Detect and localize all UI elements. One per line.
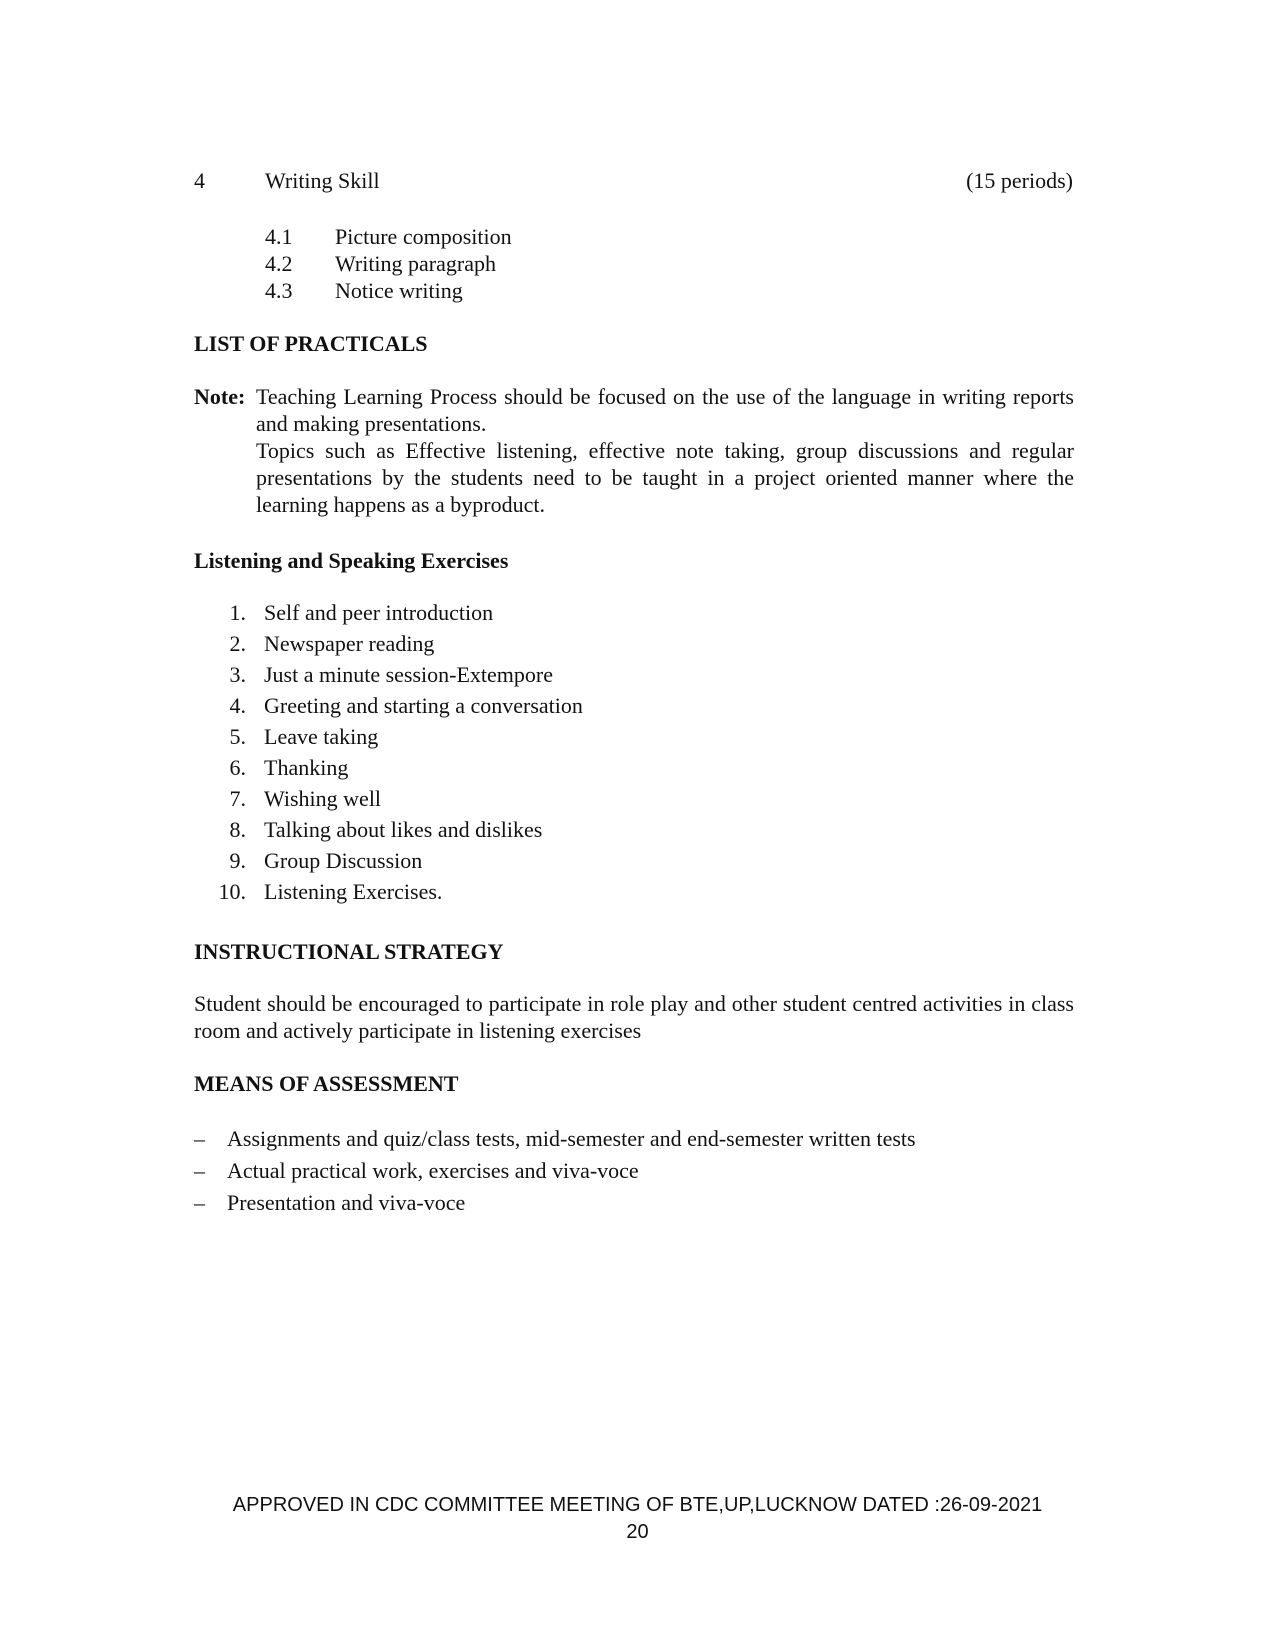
exercise-number: 4. bbox=[229, 693, 246, 718]
exercise-list bbox=[194, 599, 894, 909]
note-paragraph: Teaching Learning Process should be focused on the use of the language in writing reports and making presentations. bbox=[256, 384, 1074, 436]
exercise-item bbox=[194, 630, 894, 661]
subtopic-item bbox=[265, 277, 512, 304]
subtopic-label: Picture composition bbox=[335, 224, 512, 249]
exercise-label: Leave taking bbox=[264, 724, 379, 749]
exercise-item bbox=[194, 816, 894, 847]
exercise-number: 10. bbox=[218, 879, 246, 904]
exercise-number: 2. bbox=[229, 631, 246, 656]
exercise-number: 3. bbox=[229, 662, 246, 687]
listening-heading: Listening and Speaking Exercises bbox=[194, 548, 509, 573]
exercise-item bbox=[194, 661, 894, 692]
dash-bullet: – bbox=[194, 1158, 205, 1183]
subtopic-number: 4.2 bbox=[265, 251, 293, 276]
assessment-heading: MEANS OF ASSESSMENT bbox=[194, 1071, 459, 1096]
unit-number: 4 bbox=[194, 168, 205, 193]
exercise-item bbox=[194, 692, 894, 723]
exercise-label: Listening Exercises. bbox=[264, 879, 443, 904]
exercise-label: Greeting and starting a conversation bbox=[264, 693, 583, 718]
dash-bullet: – bbox=[194, 1190, 205, 1215]
exercise-label: Just a minute session-Extempore bbox=[264, 662, 554, 687]
exercise-item bbox=[194, 785, 894, 816]
exercise-number: 7. bbox=[229, 786, 246, 811]
assessment-label: Actual practical work, exercises and viva-voce bbox=[227, 1158, 639, 1183]
exercise-number: 1. bbox=[229, 600, 246, 625]
exercise-number: 8. bbox=[229, 817, 246, 842]
page-number: 20 bbox=[626, 1521, 649, 1543]
note-block bbox=[194, 383, 1074, 518]
subtopic-number: 4.1 bbox=[265, 224, 293, 249]
exercise-item bbox=[194, 754, 894, 785]
note-body bbox=[256, 383, 1074, 518]
exercise-item bbox=[194, 723, 894, 754]
exercise-number: 9. bbox=[229, 848, 246, 873]
exercise-label: Group Discussion bbox=[264, 848, 423, 873]
exercise-label: Self and peer introduction bbox=[264, 600, 494, 625]
exercise-number: 5. bbox=[229, 724, 246, 749]
exercise-label: Thanking bbox=[264, 755, 349, 780]
subtopic-label: Notice writing bbox=[335, 278, 463, 303]
subtopic-item bbox=[265, 223, 512, 250]
assessment-label: Presentation and viva-voce bbox=[227, 1190, 466, 1215]
exercise-label: Wishing well bbox=[264, 786, 382, 811]
exercise-item bbox=[194, 878, 894, 909]
dash-bullet: – bbox=[194, 1126, 205, 1151]
strategy-paragraph: Student should be encouraged to participate in role play and other student centred activities in class room and actively participate in listening exercises bbox=[194, 991, 1074, 1043]
note-label: Note: bbox=[194, 384, 246, 409]
exercise-item bbox=[194, 847, 894, 878]
strategy-heading: INSTRUCTIONAL STRATEGY bbox=[194, 939, 504, 964]
subtopic-number: 4.3 bbox=[265, 278, 293, 303]
subtopic-label: Writing paragraph bbox=[335, 251, 496, 276]
assessment-label: Assignments and quiz/class tests, mid-semester and end-semester written tests bbox=[227, 1126, 916, 1151]
practicals-heading: LIST OF PRACTICALS bbox=[194, 331, 428, 356]
exercise-label: Newspaper reading bbox=[264, 631, 435, 656]
unit-periods: (15 periods) bbox=[966, 168, 1073, 193]
exercise-number: 6. bbox=[229, 755, 246, 780]
footer-approval-note: APPROVED IN CDC COMMITTEE MEETING OF BTE,UP,LUCKNOW DATED :26-09-2021 bbox=[232, 1494, 1043, 1516]
unit-title: Writing Skill bbox=[265, 168, 380, 193]
subtopic-item bbox=[265, 250, 512, 277]
subtopic-list bbox=[265, 223, 512, 304]
note-paragraph: Topics such as Effective listening, effective note taking, group discussions and regular presentations by the students need to be taught in a project oriented manner where the learning happens as a byproduct. bbox=[256, 438, 1074, 517]
exercise-item bbox=[194, 599, 894, 630]
exercise-label: Talking about likes and dislikes bbox=[264, 817, 543, 842]
